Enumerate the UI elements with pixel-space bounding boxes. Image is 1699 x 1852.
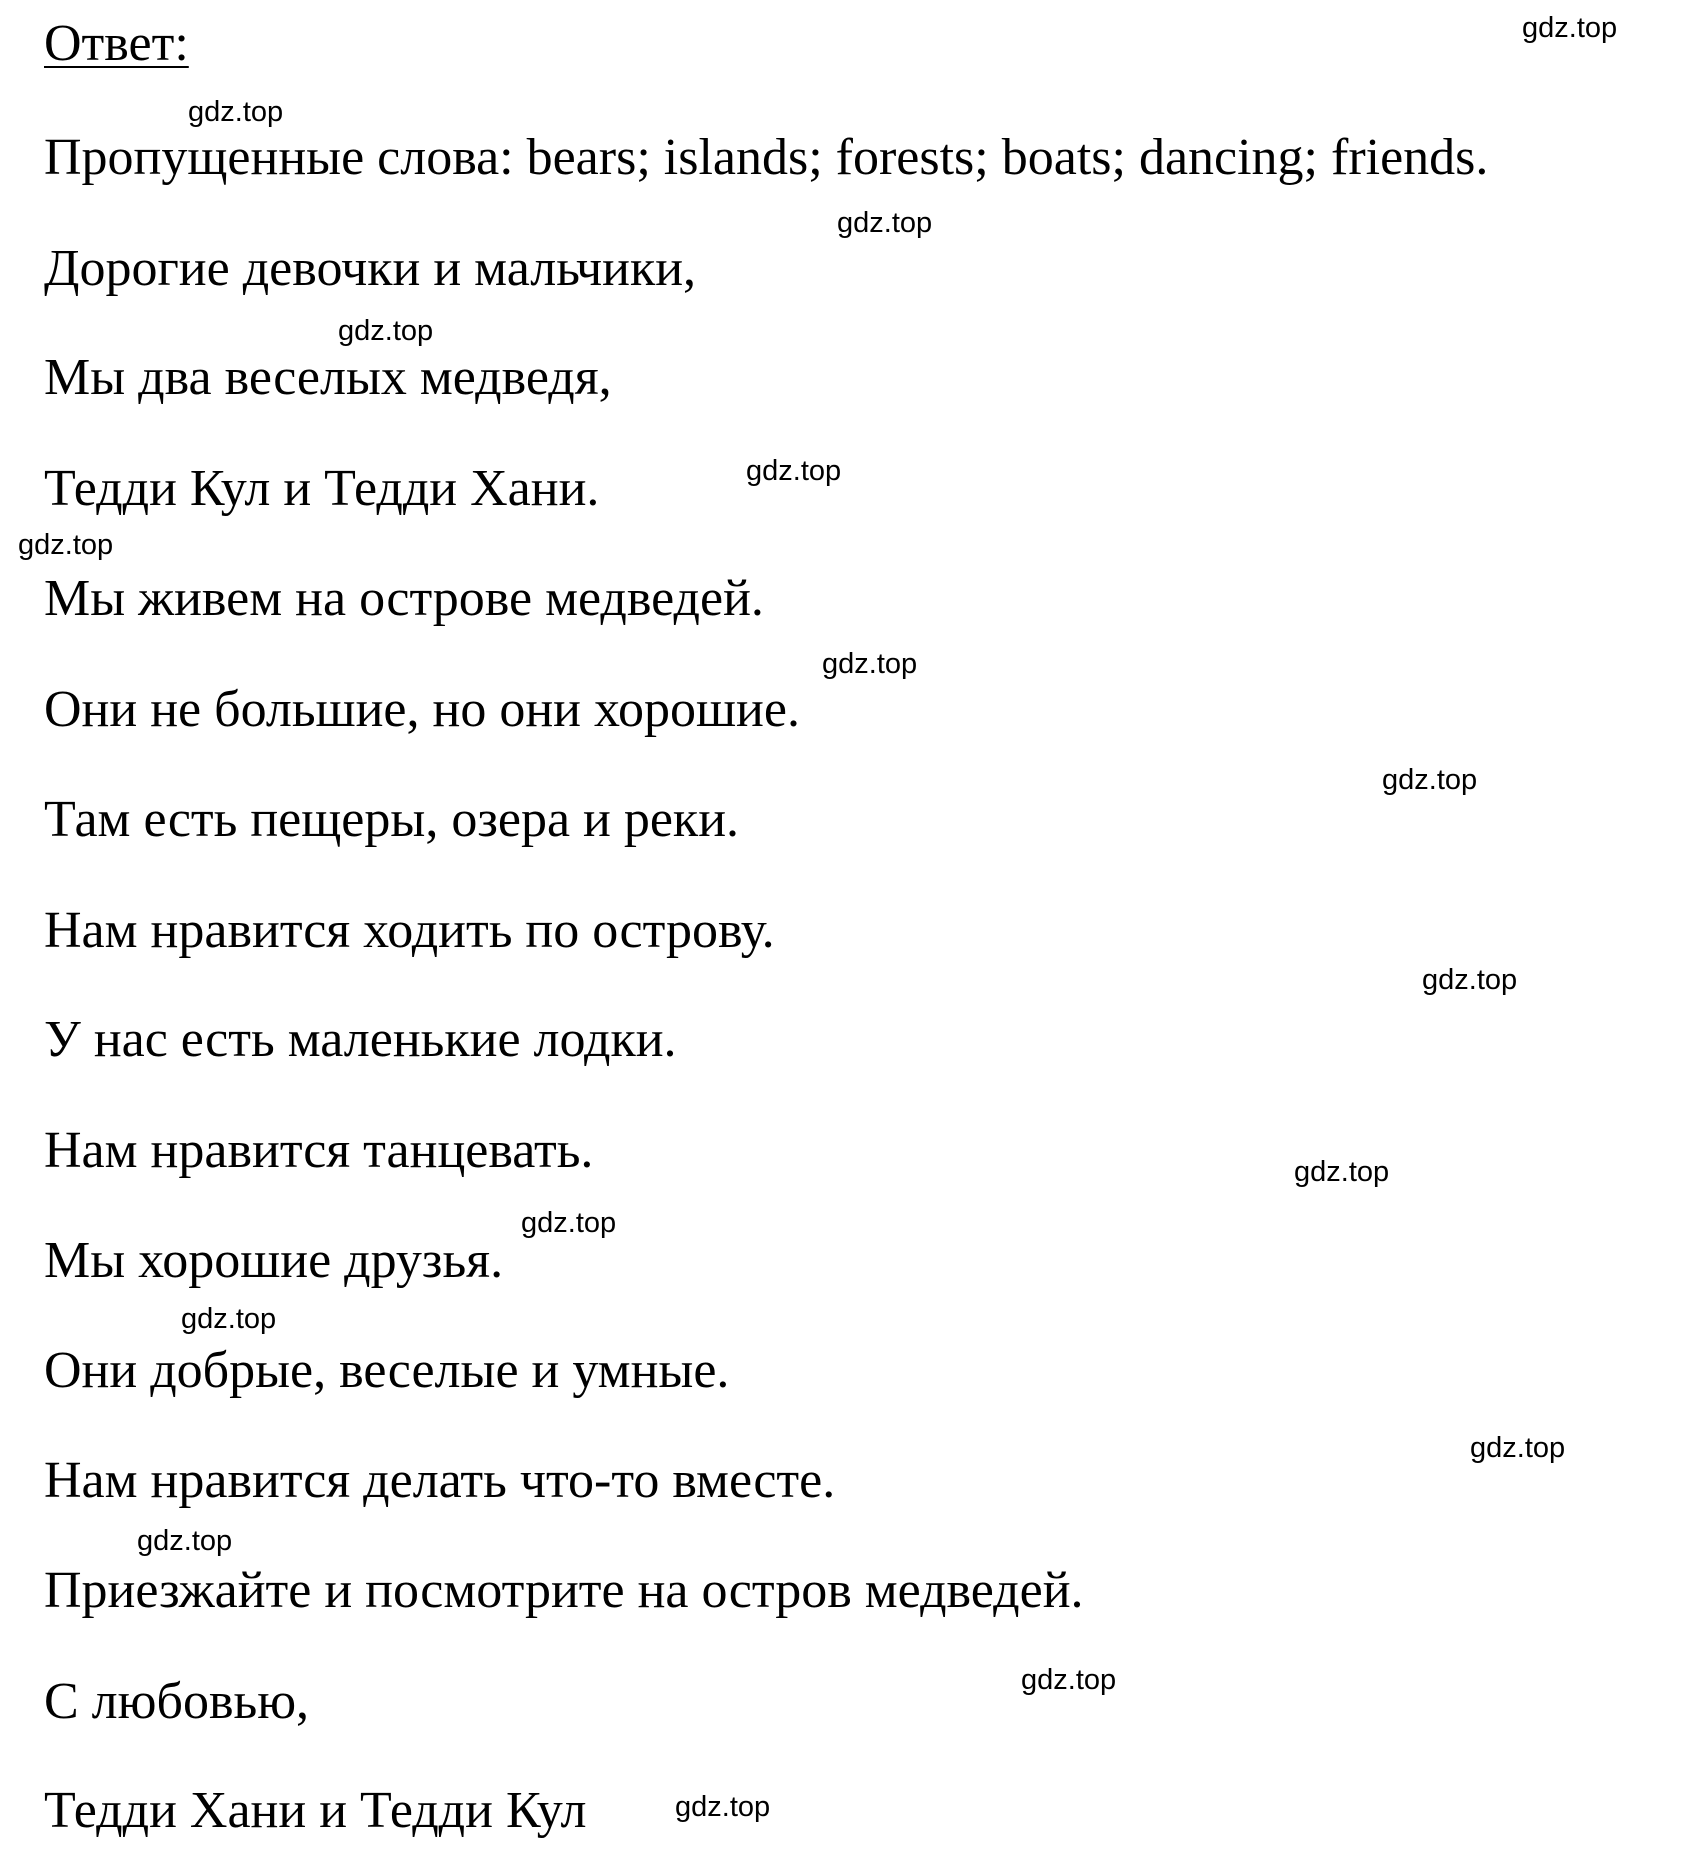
letter-line: Нам нравится танцевать. xyxy=(44,1122,594,1179)
letter-line: Мы два веселых медведя, xyxy=(44,349,612,406)
watermark: gdz.top xyxy=(18,529,114,561)
watermark: gdz.top xyxy=(822,648,918,680)
letter-line: Там есть пещеры, озера и реки. xyxy=(44,791,740,848)
watermark: gdz.top xyxy=(1470,1432,1566,1464)
watermark: gdz.top xyxy=(188,96,284,128)
watermark: gdz.top xyxy=(837,207,933,239)
letter-signoff: С любовью, xyxy=(44,1673,310,1730)
letter-line: Приезжайте и посмотрите на остров медведей. xyxy=(44,1562,1084,1619)
watermark: gdz.top xyxy=(746,455,842,487)
watermark: gdz.top xyxy=(181,1303,277,1335)
letter-line: Нам нравится ходить по острову. xyxy=(44,902,775,959)
missing-words-line: Пропущенные слова: bears; islands; forests; boats; dancing; friends. xyxy=(44,129,1489,186)
watermark: gdz.top xyxy=(137,1525,233,1557)
letter-line: Мы живем на острове медведей. xyxy=(44,570,764,627)
watermark: gdz.top xyxy=(1294,1156,1390,1188)
letter-line: Они не большие, но они хорошие. xyxy=(44,681,800,738)
letter-line: Дорогие девочки и мальчики, xyxy=(44,240,697,297)
watermark: gdz.top xyxy=(1522,12,1618,44)
letter-line: Нам нравится делать что-то вместе. xyxy=(44,1452,836,1509)
letter-line: У нас есть маленькие лодки. xyxy=(44,1011,677,1068)
watermark: gdz.top xyxy=(675,1791,771,1823)
letter-line: Тедди Кул и Тедди Хани. xyxy=(44,460,600,517)
answer-heading: Ответ: xyxy=(44,15,189,72)
letter-line: Мы хорошие друзья. xyxy=(44,1232,504,1289)
watermark: gdz.top xyxy=(521,1207,617,1239)
watermark: gdz.top xyxy=(338,315,434,347)
letter-signature: Тедди Хани и Тедди Кул xyxy=(44,1782,587,1839)
watermark: gdz.top xyxy=(1021,1664,1117,1696)
watermark: gdz.top xyxy=(1422,964,1518,996)
letter-line: Они добрые, веселые и умные. xyxy=(44,1342,730,1399)
watermark: gdz.top xyxy=(1382,764,1478,796)
